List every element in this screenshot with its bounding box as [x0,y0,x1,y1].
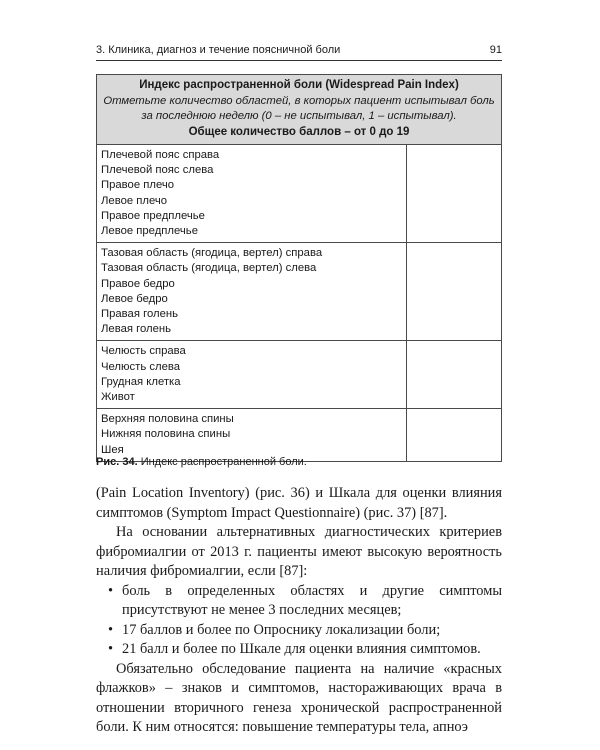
region-list [97,409,407,462]
region-list [97,145,407,243]
paragraph: На основании альтернативных диагностических критериев фибромиалгии от 2013 г. пациенты имеют высокую вероятность наличия фибромиалгии, если [87]: [96,524,502,579]
list-item-text: боль в определенных областях и другие симптомы присутствуют не менее 3 последних месяцев; [122,582,502,618]
table-instruction: Отметьте количество областей, в которых пациент испытывал боль за последнюю неделю (0 – не испытывал, 1 – испытывал). [103,94,495,122]
table-title: Индекс распространенной боли (Widespread Pain Index) [139,79,459,91]
region-item: Правое бедро [101,277,175,290]
paragraph: (Pain Location Inventory) (рис. 36) и Шкала для оценки влияния симптомов (Symptom Impact Questionnaire) (рис. 37) [87]. [96,485,502,521]
list-item-text: 17 баллов и более по Опроснику локализации боли; [122,621,441,638]
region-item: Челюсть справа [101,345,186,358]
region-item: Челюсть слева [101,360,181,373]
region-item: Плечевой пояс слева [101,164,214,177]
region-item: Правое плечо [101,179,175,192]
score-cell [407,243,502,341]
bullet-glyph: • [108,621,114,638]
region-item: Грудная клетка [101,375,181,388]
chapter-title: 3. Клиника, диагноз и течение поясничной боли [96,44,341,56]
region-item: Левое предплечье [101,225,198,238]
region-item: Шея [101,443,124,456]
table-header [97,75,502,145]
region-group-jaw-trunk [97,341,502,409]
region-item: Верхняя половина спины [101,413,234,426]
region-item: Плечевой пояс справа [101,149,220,161]
score-cell [407,145,502,243]
paragraph: Обязательно обследование пациента на наличие «красных флажков» – знаков и симптомов, настораживающих врача в отношении вторичного генеза хронической распространенной боли. К ним относятся: повышение температуры тела, апноэ [96,660,502,735]
region-item: Левая голень [101,323,172,336]
bullet-glyph: • [108,582,114,599]
figure-caption [96,456,502,468]
region-item: Тазовая область (ягодица, вертел) слева [101,262,317,275]
region-item: Тазовая область (ягодица, вертел) справа [101,247,323,260]
list-item [96,621,502,641]
header-rule [96,60,502,61]
score-cell [407,341,502,409]
table-total: Общее количество баллов – от 0 до 19 [188,125,410,138]
figure-label: Рис. 34. [96,456,138,468]
region-item: Живот [101,391,135,404]
body-text [96,484,502,738]
widespread-pain-index-table [96,74,502,462]
list-item-text: 21 балл и более по Шкале для оценки влияния симптомов. [122,641,481,657]
figure-caption-text: Индекс распространенной боли. [140,456,307,468]
region-list [97,341,407,409]
region-list [97,243,407,341]
region-group-back-neck [97,409,502,462]
criteria-list [96,582,502,660]
page-number: 91 [489,44,502,56]
running-head [96,44,502,56]
region-item: Правая голень [101,308,179,321]
region-item: Правое предплечье [101,209,205,222]
region-item: Левое плечо [101,194,168,207]
list-item [96,640,502,660]
region-item: Левое бедро [101,292,168,305]
region-group-shoulders-arms [97,145,502,243]
region-item: Нижняя половина спины [101,428,231,441]
score-cell [407,409,502,462]
region-group-hips-legs [97,243,502,341]
bullet-glyph: • [108,641,114,657]
list-item [96,582,502,621]
